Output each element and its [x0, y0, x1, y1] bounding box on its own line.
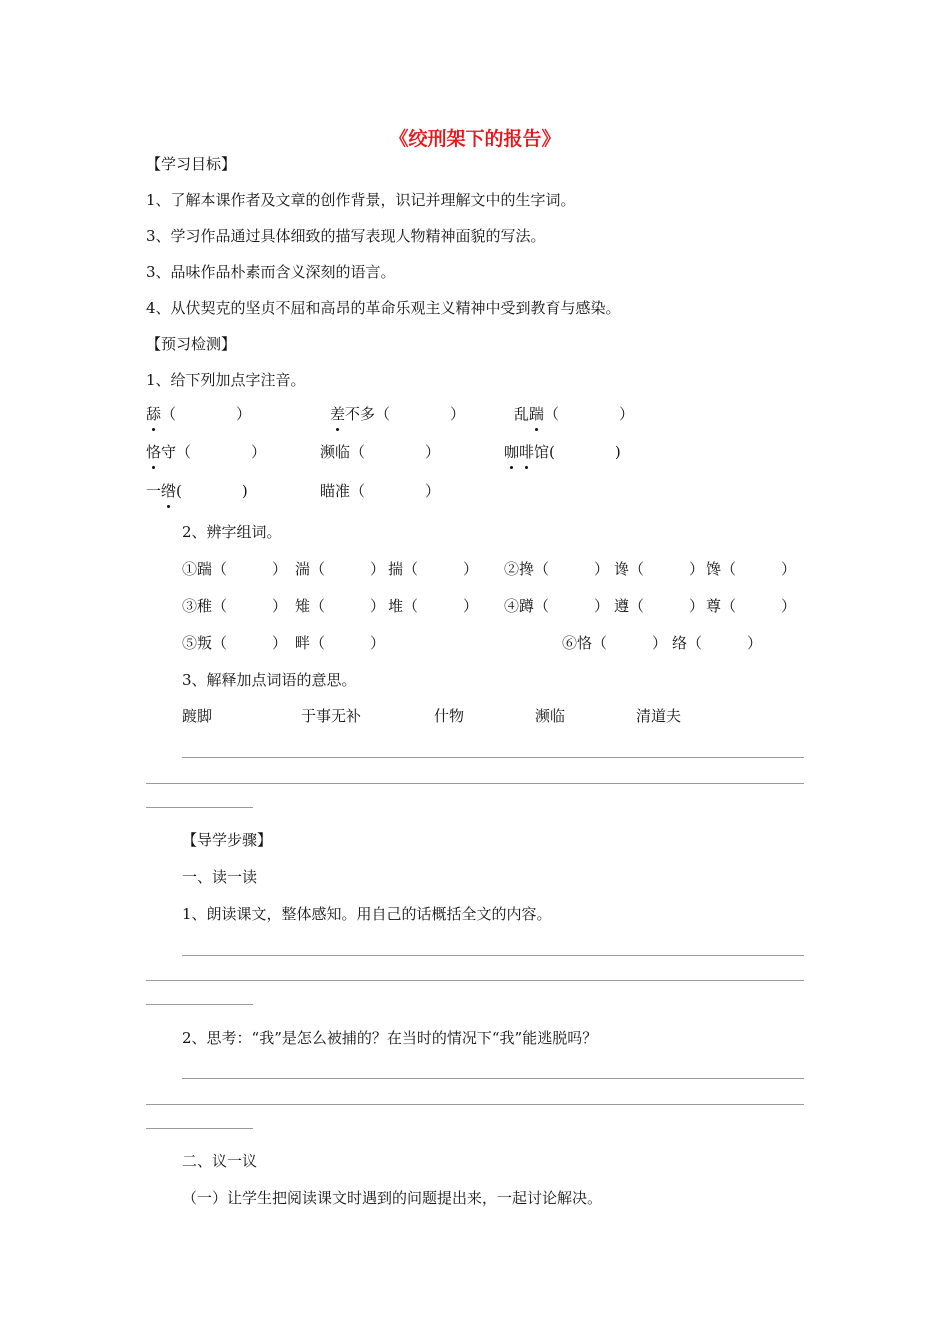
- section-heading-goals: 【学习目标】: [146, 155, 237, 173]
- pinyin-item: 差不多（ ）: [330, 405, 466, 423]
- answer-line: [182, 1078, 804, 1079]
- char-group: 遵（ ）: [614, 597, 705, 615]
- pinyin-item: 一绺( ): [146, 482, 248, 500]
- page-title: 《绞刑架下的报告》: [389, 128, 561, 150]
- goal-item: 3、品味作品朴素而含义深刻的语言。: [146, 263, 396, 281]
- char-group: 络（ ）: [672, 634, 763, 652]
- char-group: 湍（ ）: [295, 560, 386, 578]
- answer-line: [146, 1104, 804, 1105]
- question-1: 1、给下列加点字注音。: [146, 371, 306, 389]
- goal-item: 4、从伏契克的坚贞不屈和高昂的革命乐观主义精神中受到教育与感染。: [146, 299, 621, 317]
- vocab-word: 什物: [434, 707, 465, 725]
- char-group: ③稚（ ）: [182, 597, 288, 615]
- vocab-word: 踱脚: [182, 707, 213, 725]
- char-group: 雉（ ）: [295, 597, 386, 615]
- pinyin-item: 恪守（ ）: [146, 443, 267, 461]
- step-question: 2、思考：“我”是怎么被捕的？在当时的情况下“我”能逃脱吗？: [182, 1029, 598, 1047]
- char-group: 谗（ ）: [614, 560, 705, 578]
- pinyin-item: 瞄准（ ）: [320, 482, 441, 500]
- answer-line: [146, 783, 804, 784]
- question-2: 2、辨字组词。: [182, 523, 282, 541]
- goal-item: 3、学习作品通过具体细致的描写表现人物精神面貌的写法。: [146, 227, 546, 245]
- char-group: 堆（ ）: [388, 597, 479, 615]
- pinyin-item: 咖啡馆( ): [504, 443, 621, 461]
- char-group: 尊（ ）: [706, 597, 797, 615]
- step-question: 1、朗读课文，整体感知。用自己的话概括全文的内容。: [182, 905, 552, 923]
- section-heading-preview: 【预习检测】: [146, 335, 237, 353]
- answer-line: [146, 980, 804, 981]
- pinyin-item: 舔（ ）: [146, 405, 252, 423]
- answer-line: [182, 757, 804, 758]
- char-group: ②搀（ ）: [504, 560, 610, 578]
- answer-line: [182, 955, 804, 956]
- section-heading-steps: 【导学步骤】: [182, 831, 273, 849]
- step-heading-discuss: 二、议一议: [182, 1152, 258, 1170]
- char-group: 揣（ ）: [388, 560, 479, 578]
- answer-line: [146, 1004, 253, 1005]
- vocab-word: 清道夫: [636, 707, 682, 725]
- vocab-word: 濒临: [535, 707, 566, 725]
- char-group: ⑥恪（ ）: [562, 634, 668, 652]
- char-group: ①踹（ ）: [182, 560, 288, 578]
- char-group: 畔（ ）: [295, 634, 386, 652]
- goal-item: 1、了解本课作者及文章的创作背景，识记并理解文中的生字词。: [146, 191, 576, 209]
- step-question: （一）让学生把阅读课文时遇到的问题提出来，一起讨论解决。: [182, 1189, 603, 1207]
- char-group: ④蹲（ ）: [504, 597, 610, 615]
- question-3: 3、解释加点词语的意思。: [182, 671, 357, 689]
- answer-line: [146, 1128, 253, 1129]
- char-group: 馋（ ）: [706, 560, 797, 578]
- answer-line: [146, 807, 253, 808]
- step-heading-read: 一、读一读: [182, 868, 258, 886]
- pinyin-item: 乱踹（ ）: [514, 405, 635, 423]
- pinyin-item: 濒临（ ）: [320, 443, 441, 461]
- vocab-word: 于事无补: [301, 707, 362, 725]
- char-group: ⑤叛（ ）: [182, 634, 288, 652]
